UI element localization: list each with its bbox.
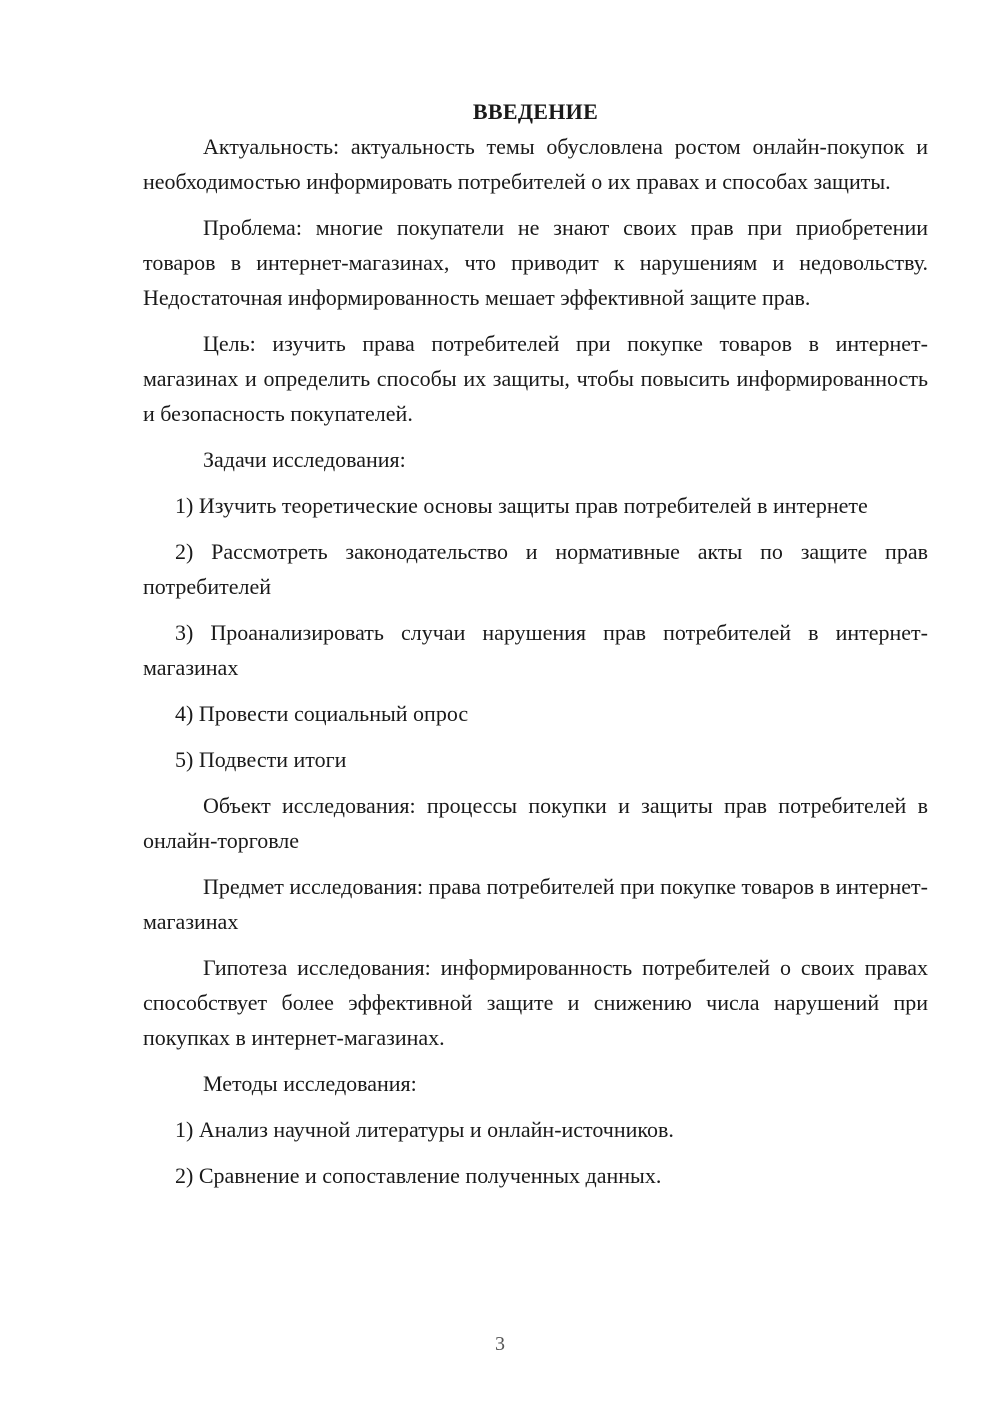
document-body [143, 94, 928, 1193]
task-item-5: 5) Подвести итоги [175, 747, 347, 772]
section-heading: ВВЕДЕНИЕ [472, 99, 599, 124]
method-item-1: 1) Анализ научной литературы и онлайн-источников. [175, 1117, 674, 1142]
task-item-2: 2) Рассмотреть законодательство и нормативные акты по защите прав потребителей [143, 539, 928, 599]
task-item-3: 3) Проанализировать случаи нарушения прав потребителей в интернет-магазинах [143, 620, 928, 680]
methods-label: Методы исследования: [203, 1071, 417, 1096]
goal-paragraph: Цель: изучить права потребителей при покупке товаров в интернет-магазинах и определить способы их защиты, чтобы повысить информированность и безопасность покупателей. [143, 331, 928, 426]
page-number: 3 [495, 1333, 505, 1355]
task-item-1: 1) Изучить теоретические основы защиты прав потребителей в интернете [175, 493, 868, 518]
tasks-label: Задачи исследования: [203, 447, 406, 472]
hypothesis-paragraph: Гипотеза исследования: информированность потребителей о своих правах способствует более эффективной защите и снижению числа нарушений при покупках в интернет-магазинах. [143, 955, 928, 1050]
problem-paragraph: Проблема: многие покупатели не знают своих прав при приобретении товаров в интернет-магазинах, что приводит к нарушениям и недовольству. Недостаточная информированность мешает эффективной защите прав. [143, 215, 928, 310]
method-item-2: 2) Сравнение и сопоставление полученных данных. [175, 1163, 662, 1188]
object-paragraph: Объект исследования: процессы покупки и защиты прав потребителей в онлайн-торговле [143, 793, 928, 853]
subject-paragraph: Предмет исследования: права потребителей при покупке товаров в интернет-магазинах [143, 874, 928, 934]
task-item-4: 4) Провести социальный опрос [175, 701, 469, 726]
relevance-paragraph: Актуальность: актуальность темы обусловлена ростом онлайн-покупок и необходимостью информировать потребителей о их правах и способах защиты. [143, 134, 928, 194]
